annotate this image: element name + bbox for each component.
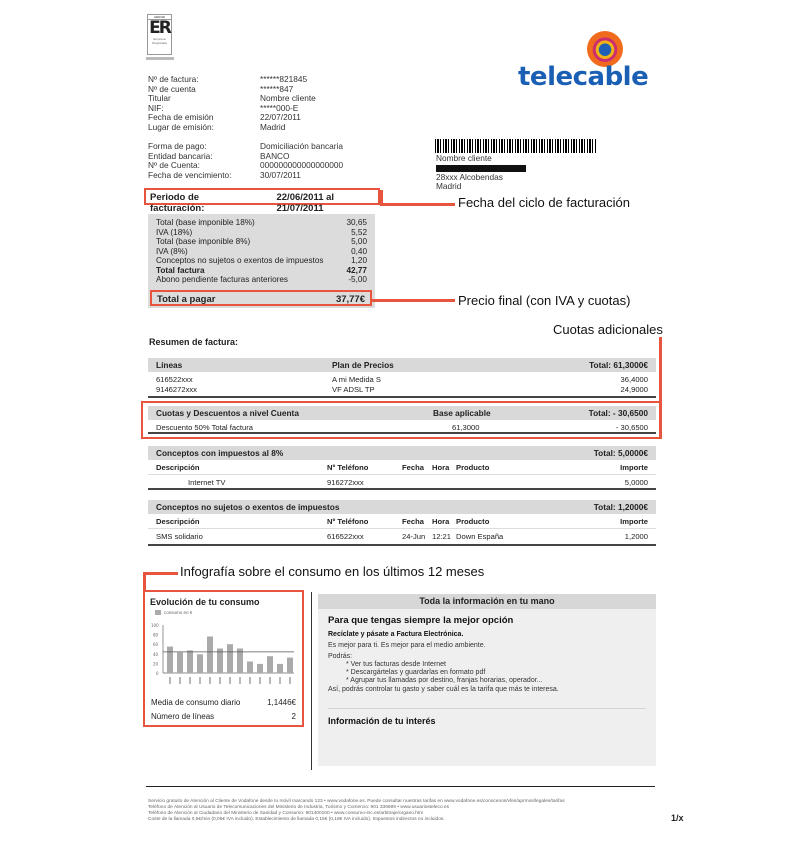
table-row	[148, 385, 656, 395]
col-header: Producto	[456, 517, 490, 526]
info-subheading: Recíclate y pásate a Factura Electrónica.	[328, 631, 464, 638]
col-header: Líneas	[156, 360, 183, 370]
table-row	[148, 423, 656, 433]
total-label: IVA (18%)	[156, 227, 193, 237]
annotation-connector	[380, 203, 455, 206]
account-number: ******847	[260, 83, 294, 94]
section-title: Conceptos no sujetos o exentos de impuestos	[156, 502, 340, 512]
fee-amount: - 30,6500	[615, 423, 648, 432]
barcode	[435, 139, 597, 153]
footer-divider	[146, 786, 655, 787]
brand-name: telecable	[518, 62, 649, 92]
col-header: Descripción	[156, 517, 200, 526]
info-label: Lugar de emisión:	[148, 121, 214, 132]
description: SMS solidario	[156, 532, 203, 541]
svg-text:100: 100	[151, 623, 159, 628]
bullet-item: * Ver tus facturas desde Internet	[346, 661, 447, 668]
table-row	[148, 532, 656, 542]
info-label: NIF:	[148, 102, 164, 113]
section-total: Total: 1,2000€	[593, 502, 648, 512]
payment-info	[148, 142, 420, 180]
total-row	[156, 247, 367, 257]
exempt-section	[148, 500, 656, 546]
info-bullets	[328, 661, 646, 685]
total-row	[156, 218, 367, 228]
svg-text:60: 60	[153, 642, 159, 648]
total-value: 42,77	[346, 265, 367, 275]
info-panel-header: Toda la información en tu mano	[318, 594, 656, 609]
total-label: Conceptos no sujetos o exentos de impuestos	[156, 256, 324, 265]
annotation-billing-cycle: Fecha del ciclo de facturación	[458, 195, 630, 210]
product: Down España	[456, 532, 504, 541]
total-label: Total (base imponible 18%)	[156, 218, 255, 227]
annotation-extra-fees: Cuotas adicionales	[553, 322, 663, 337]
info-label: Titular	[148, 93, 171, 104]
info-panel-body	[318, 609, 656, 726]
address-region: Madrid	[436, 181, 462, 192]
mailing-address	[436, 154, 526, 192]
cert-mark: ER	[149, 18, 170, 38]
svg-text:40: 40	[153, 651, 159, 657]
fees-total: Total: - 30,6500	[588, 408, 648, 418]
period-value: 22/06/2011 al 21/07/2011	[276, 192, 335, 214]
billing-period	[144, 188, 380, 214]
footer-legal	[148, 799, 618, 823]
col-header: Cuotas y Descuentos a nivel Cuenta	[156, 408, 299, 418]
svg-text:0: 0	[156, 671, 159, 676]
total-label: Total (base imponible 8%)	[156, 237, 251, 246]
tax8-section	[148, 446, 656, 490]
bank-entity: BANCO	[260, 150, 290, 161]
total-value: 30,65	[346, 218, 367, 227]
consumption-stats	[151, 696, 296, 724]
total-to-pay	[150, 290, 372, 306]
annotation-infographic: Infografía sobre el consumo en los últimos 12 meses	[180, 564, 485, 579]
col-header: Plan de Precios	[332, 360, 394, 370]
summary-title: Resumen de factura:	[149, 337, 239, 347]
stat-row	[151, 696, 296, 710]
stat-value: 1,1446€	[267, 698, 296, 707]
fee-base: 61,3000	[452, 423, 480, 432]
info-line: Podrás:	[328, 653, 353, 660]
amount: 36,4000	[620, 375, 648, 384]
date: 24-Jun	[402, 532, 426, 541]
due-date: 30/07/2011	[260, 169, 301, 180]
total-value: 1,20	[351, 256, 367, 265]
column-headers	[148, 517, 656, 529]
total-row	[156, 228, 367, 238]
issue-place: Madrid	[260, 121, 286, 132]
chart-legend	[155, 610, 302, 615]
info-label: Fecha de emisión	[148, 112, 214, 123]
col-header: Hora	[432, 463, 450, 472]
total-label: Total factura	[156, 265, 205, 275]
col-header: Base aplicable	[433, 408, 491, 418]
info-panel	[318, 594, 656, 766]
info-label: Nº de cuenta	[148, 83, 196, 94]
total-pay-label: Total a pagar	[157, 294, 216, 305]
footer-line: Teléfono de Atención al Ciudadano del Ministerio de Sanidad y Consumo: 901400100 • www.consumo-inc.es/arbitraje/organo.htm	[148, 811, 424, 816]
table-row	[148, 478, 656, 488]
fee-description: Descuento 50% Total factura	[156, 423, 253, 432]
certification-stamp	[147, 14, 172, 55]
nif: *****000-E	[260, 102, 299, 113]
total-value: 5,52	[351, 227, 367, 237]
section-title: Conceptos con impuestos al 8%	[156, 448, 284, 458]
annotation-connector	[380, 190, 383, 205]
info-label: Forma de pago:	[148, 141, 207, 151]
col-header: Hora	[432, 517, 450, 526]
total-row	[156, 256, 367, 266]
footer-line: Teléfono de Atención al Usuario de Telecomunicaciones del Ministerio de Industria, Turismo y Comercio: 901 336699 • www.usuariosteleco.es	[148, 805, 450, 810]
annotation-connector	[143, 572, 146, 592]
total-row	[156, 275, 367, 285]
phone: 916272xxx	[327, 478, 364, 487]
bullet-item: * Descargártelas y guardarlas en formato pdf	[346, 669, 486, 676]
address-name: Nombre cliente	[436, 153, 492, 163]
column-headers	[148, 463, 656, 475]
info-label: Nº de Cuenta:	[148, 160, 200, 171]
info-label: Nº de factura:	[148, 74, 199, 84]
annotation-connector	[143, 572, 178, 575]
amount: 1,2000	[624, 532, 648, 541]
legend-label: consumo en €	[164, 610, 193, 615]
annotation-final-price: Precio final (con IVA y cuotas)	[458, 293, 631, 308]
description: Internet TV	[188, 478, 226, 487]
bullet-item: * Agrupar tus llamadas por destino, franjas horarias, operador...	[346, 677, 543, 684]
info-closing: Así, podrás controlar tu gasto y saber cuál es la tarifa que más te interesa.	[328, 686, 559, 693]
col-header: Importe	[620, 517, 648, 526]
phone: 616522xxx	[327, 532, 364, 541]
column-divider	[311, 592, 312, 770]
period-label: Periodo de facturación:	[150, 192, 205, 214]
lines-section	[148, 358, 656, 398]
bank-account: 000000000000000000	[260, 160, 344, 171]
section-total: Total: 5,0000€	[593, 448, 648, 458]
svg-text:20: 20	[153, 661, 159, 667]
info-line: Es mejor para ti. Es mejor para el medio ambiente.	[328, 642, 486, 649]
total-row	[156, 266, 367, 276]
amount: 5,0000	[624, 478, 648, 487]
col-header: Nº Teléfono	[327, 463, 369, 472]
stat-label: Número de líneas	[151, 712, 215, 721]
col-header: Importe	[620, 463, 648, 472]
info-label: Entidad bancaria:	[148, 150, 213, 161]
fees-header	[148, 406, 656, 420]
cert-top-label: AENOR	[148, 15, 171, 20]
col-header: Producto	[456, 463, 490, 472]
col-header: Fecha	[402, 463, 424, 472]
lines-header	[148, 358, 656, 372]
total-label: Abono pendiente facturas anteriores	[156, 275, 288, 284]
stat-value: 2	[291, 712, 296, 721]
annotation-connector	[372, 299, 455, 302]
cert-caption	[146, 57, 174, 60]
tax8-header	[148, 446, 656, 460]
total-pay-value: 37,77€	[335, 294, 365, 305]
invoice-info	[148, 75, 420, 133]
holder-name: Nombre cliente	[260, 93, 316, 104]
info-label: Fecha de vencimiento:	[148, 169, 232, 180]
plan-name: VF ADSL TP	[332, 385, 375, 394]
exempt-header	[148, 500, 656, 514]
lines-total: Total: 61,3000€	[589, 360, 648, 370]
page-number: 1/x	[671, 813, 684, 823]
redacted-street	[436, 165, 526, 172]
stat-row	[151, 710, 296, 724]
total-label: IVA (8%)	[156, 246, 188, 256]
payment-method: Domiciliación bancaria	[260, 141, 344, 151]
footer-line: Servicio gratuito de Atención al Cliente de Vodafone desde tu móvil marcando 123 • www.vodafone.es. Puede consultar nuestras tarifas en www.vodafone.es/conocenos/vfes/aprmos/legales/tarifas	[148, 799, 565, 804]
total-value: -5,00	[348, 275, 367, 284]
address-city: 28xxx Alcobendas	[436, 171, 503, 182]
fees-section	[148, 406, 656, 434]
line-number: 9146272xxx	[156, 385, 197, 394]
consumption-title: Evolución de tu consumo	[150, 597, 260, 607]
total-row	[156, 237, 367, 247]
total-value: 0,40	[351, 246, 367, 256]
legend-swatch	[155, 610, 161, 615]
stat-label: Media de consumo diario	[151, 698, 241, 707]
plan-name: A mi Medida S	[332, 375, 381, 384]
time: 12:21	[432, 532, 452, 541]
col-header: Fecha	[402, 517, 424, 526]
interest-heading: Información de tu interés	[328, 708, 646, 726]
col-header: Descripción	[156, 463, 200, 472]
amount: 24,9000	[620, 385, 648, 394]
col-header: Nº Teléfono	[327, 517, 369, 526]
consumption-chart	[149, 620, 299, 688]
total-value: 5,00	[351, 237, 367, 246]
consumption-box	[143, 590, 304, 727]
line-number: 616522xxx	[156, 375, 193, 384]
info-heading: Para que tengas siempre la mejor opción	[328, 615, 514, 626]
svg-text:80: 80	[153, 632, 159, 638]
table-row	[148, 375, 656, 385]
cert-label: Empresa Registrada	[152, 37, 167, 45]
invoice-number: ******821845	[260, 74, 308, 84]
footer-line: Coste de la llamada 0,5€/min (0,05€ IVA incluido). Establecimiento de llamada 0,15€ (0,18€ IVA incluido). Impuestos indirectos no incluidos.	[148, 817, 445, 822]
issue-date: 22/07/2011	[260, 112, 301, 123]
